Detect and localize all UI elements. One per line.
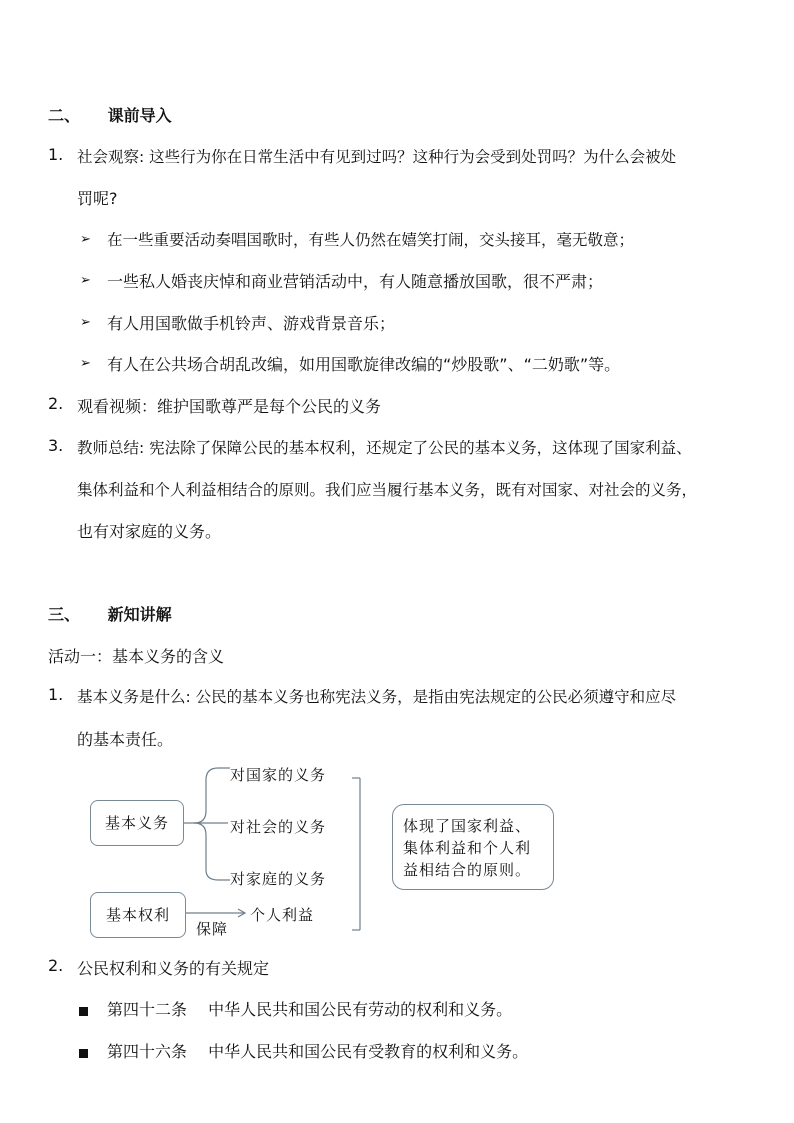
principle-box: [392, 804, 554, 890]
item-3-line-3: 也有对家庭的义务。: [77, 522, 222, 541]
item-1-line-1: 社会观察: 这些行为你在日常生活中有见到过吗？这种行为会受到处罚吗？为什么会被处: [77, 148, 677, 166]
basic-duty-label: 基本义务: [104, 814, 169, 832]
arrow-bullet-icon: ➢: [80, 232, 91, 247]
principle-line-2: 集体利益和个人利: [403, 839, 532, 857]
item-3-line-1: 教师总结: 宪法除了保障公民的基本权利，还规定了公民的基本义务，这体现了国家利益、: [77, 439, 692, 457]
bullet-4: 有人在公共场合胡乱改编，如用国歌旋律改编的“炒股歌”、“二奶歌”等。: [107, 355, 621, 374]
square-bullet-icon: [79, 1043, 88, 1062]
arrow-bullet-icon: ➢: [80, 315, 91, 330]
principle-line-3: 益相结合的原则。: [403, 861, 532, 879]
article-46-text: 中华人民共和国公民有受教育的权利和义务。: [208, 1042, 529, 1061]
bullet-3: 有人用国歌做手机铃声、游戏背景音乐；: [107, 314, 396, 333]
article-42: [107, 997, 512, 1020]
section-3-number: 三、: [48, 605, 81, 624]
branch-society: 对社会的义务: [230, 818, 327, 836]
s3-item-2-text: 公民权利和义务的有关规定: [77, 959, 270, 978]
bullet-1: 在一些重要活动奏唱国歌时，有些人仍然在嬉笑打闹，交头接耳，毫无敬意；: [107, 231, 635, 249]
item-2-text: 观看视频：维护国歌尊严是每个公民的义务: [77, 397, 382, 416]
item-1-number: 1.: [48, 145, 64, 164]
branch-family: 对家庭的义务: [230, 870, 327, 888]
section-2-title: 课前导入: [107, 106, 172, 125]
s3-item-1-line-2: 的基本责任。: [77, 730, 174, 749]
article-46-number: 第四十六条: [107, 1042, 188, 1061]
s3-item-1-line-1: 基本义务是什么: 公民的基本义务也称宪法义务，是指由宪法规定的公民必须遵守和应尽: [77, 688, 677, 706]
personal-interest-label: 个人利益: [250, 906, 315, 924]
s3-item-2-number: 2.: [48, 956, 64, 975]
activity-title: 活动一：基本义务的含义: [48, 647, 225, 666]
item-3-line-2: 集体利益和个人利益相结合的原则。我们应当履行基本义务，既有对国家、对社会的义务，: [77, 481, 698, 499]
guarantee-label: 保障: [196, 920, 229, 938]
branch-country: 对国家的义务: [230, 766, 327, 784]
arrow-bullet-icon: ➢: [80, 356, 91, 371]
item-3-number: 3.: [48, 436, 64, 455]
basic-rights-label: 基本权利: [105, 906, 170, 924]
item-2-number: 2.: [48, 394, 64, 413]
s3-item-1-number: 1.: [48, 685, 64, 704]
arrow-bullet-icon: ➢: [80, 273, 91, 288]
section-3-title: 新知讲解: [107, 605, 172, 624]
square-bullet-icon: [79, 1001, 88, 1020]
article-42-text: 中华人民共和国公民有劳动的权利和义务。: [208, 1000, 513, 1019]
section-2-number: 二、: [48, 106, 81, 125]
article-46: [107, 1039, 528, 1062]
item-1-line-2: 罚呢?: [77, 189, 118, 208]
basic-rights-box: [90, 892, 186, 938]
bullet-2: 一些私人婚丧庆悼和商业营销活动中，有人随意播放国歌，很不严肃；: [107, 272, 604, 291]
principle-text: [393, 805, 553, 881]
article-42-number: 第四十二条: [107, 1000, 188, 1019]
basic-duty-box: [90, 800, 184, 846]
principle-line-1: 体现了国家利益、: [403, 817, 532, 835]
